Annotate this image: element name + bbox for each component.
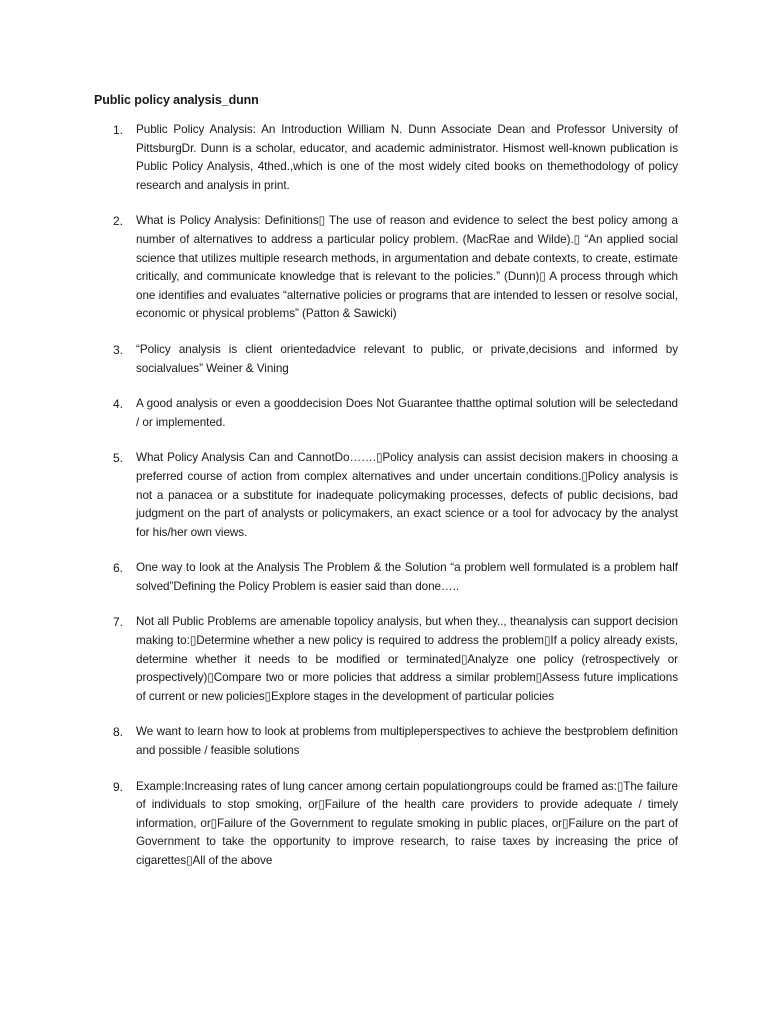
document-title: Public policy analysis_dunn <box>94 93 259 107</box>
list-item-3 <box>0 341 768 378</box>
list-item-number: 2. <box>113 214 124 229</box>
list-item-text: We want to learn how to look at problems from multipleperspectives to achieve the bestproblem definition and possible / feasible solutions <box>136 725 678 758</box>
list-item-number: 3. <box>113 342 124 357</box>
list-item-number: 5. <box>113 451 124 466</box>
list-item-text: Not all Public Problems are amenable topolicy analysis, but when they.., theanalysis can support decision making to:▯Determine whether a new policy is required to address the problem▯If a policy already exists, determine whether it needs to be modified or terminated▯Analyze one policy (retrospectively or prospectively)▯Compare two or more policies that address a similar problem▯Assess future implications of current or new policies▯Explore stages in the development of particular policies <box>136 615 678 703</box>
list-item-number: 6. <box>113 561 124 576</box>
list-item-number: 4. <box>113 397 124 412</box>
list-item-text: Example:Increasing rates of lung cancer among certain populationgroups could be framed as:▯The failure of individuals to stop smoking, or▯Failure of the health care providers to provide adequate / timely information, or▯Failure of the Government to regulate smoking in public places, or▯Failure on the part of Government to take the opportunity to improve research, to raise taxes by increasing the price of cigarettes▯All of the above <box>136 779 678 867</box>
list-item-6 <box>0 559 768 596</box>
list-item-8 <box>0 723 768 760</box>
list-item-number: 7. <box>113 615 124 630</box>
list-item-text: What Policy Analysis Can and CannotDo…….▯Policy analysis can assist decision makers in choosing a preferred course of action from complex alternatives and under uncertain conditions.▯Policy analysis is not a panacea or a substitute for inadequate policymaking processes, defects of public decisions, bad judgment on the part of analysts or policymakers, an exact science or a tool for advocacy by the analyst for his/her own views. <box>136 451 678 539</box>
list-item-text: A good analysis or even a gooddecision Does Not Guarantee thatthe optimal solution will be selectedand / or implemented. <box>136 397 678 429</box>
list-item-number: 8. <box>113 725 124 740</box>
list-item-9 <box>0 778 768 871</box>
list-item-5 <box>0 449 768 542</box>
list-item-number: 1. <box>113 123 124 137</box>
list-item-text: What is Policy Analysis: Definitions▯ The use of reason and evidence to select the best policy among a number of alternatives to address a particular policy problem. (MacRae and Wilde).▯ “An applied social science that utilizes multiple research methods, in argumentation and debate contexts, to create, estimate critically, and communicate knowledge that is relevant to the policies.” (Dunn)▯ A process through which one identifies and evaluates “alternative policies or programs that are intended to lessen or resolve social, economic or physical problems” (Patton & Sawicki) <box>136 214 678 321</box>
list-item-7 <box>0 613 768 706</box>
list-item-number: 9. <box>113 779 124 794</box>
list-item-2 <box>0 212 768 324</box>
list-item-text: “Policy analysis is client orientedadvice relevant to public, or private,decisions and informed by socialvalues” Weiner & Vining <box>136 342 678 375</box>
list-item-4 <box>0 395 768 432</box>
list-item-text: One way to look at the Analysis The Problem & the Solution “a problem well formulated is a problem half solved”Defining the Policy Problem is easier said than done….. <box>136 561 678 593</box>
numbered-list <box>0 121 768 888</box>
list-item-1 <box>0 121 768 195</box>
list-item-text: Public Policy Analysis: An Introduction William N. Dunn Associate Dean and Professor University of PittsburgDr. Dunn is a scholar, educator, and academic administrator. Hismost well-known publication is Public Policy Analysis, 4thed.,which is one of the most widely cited books on themethodology of policy research and analysis in print. <box>136 123 678 192</box>
